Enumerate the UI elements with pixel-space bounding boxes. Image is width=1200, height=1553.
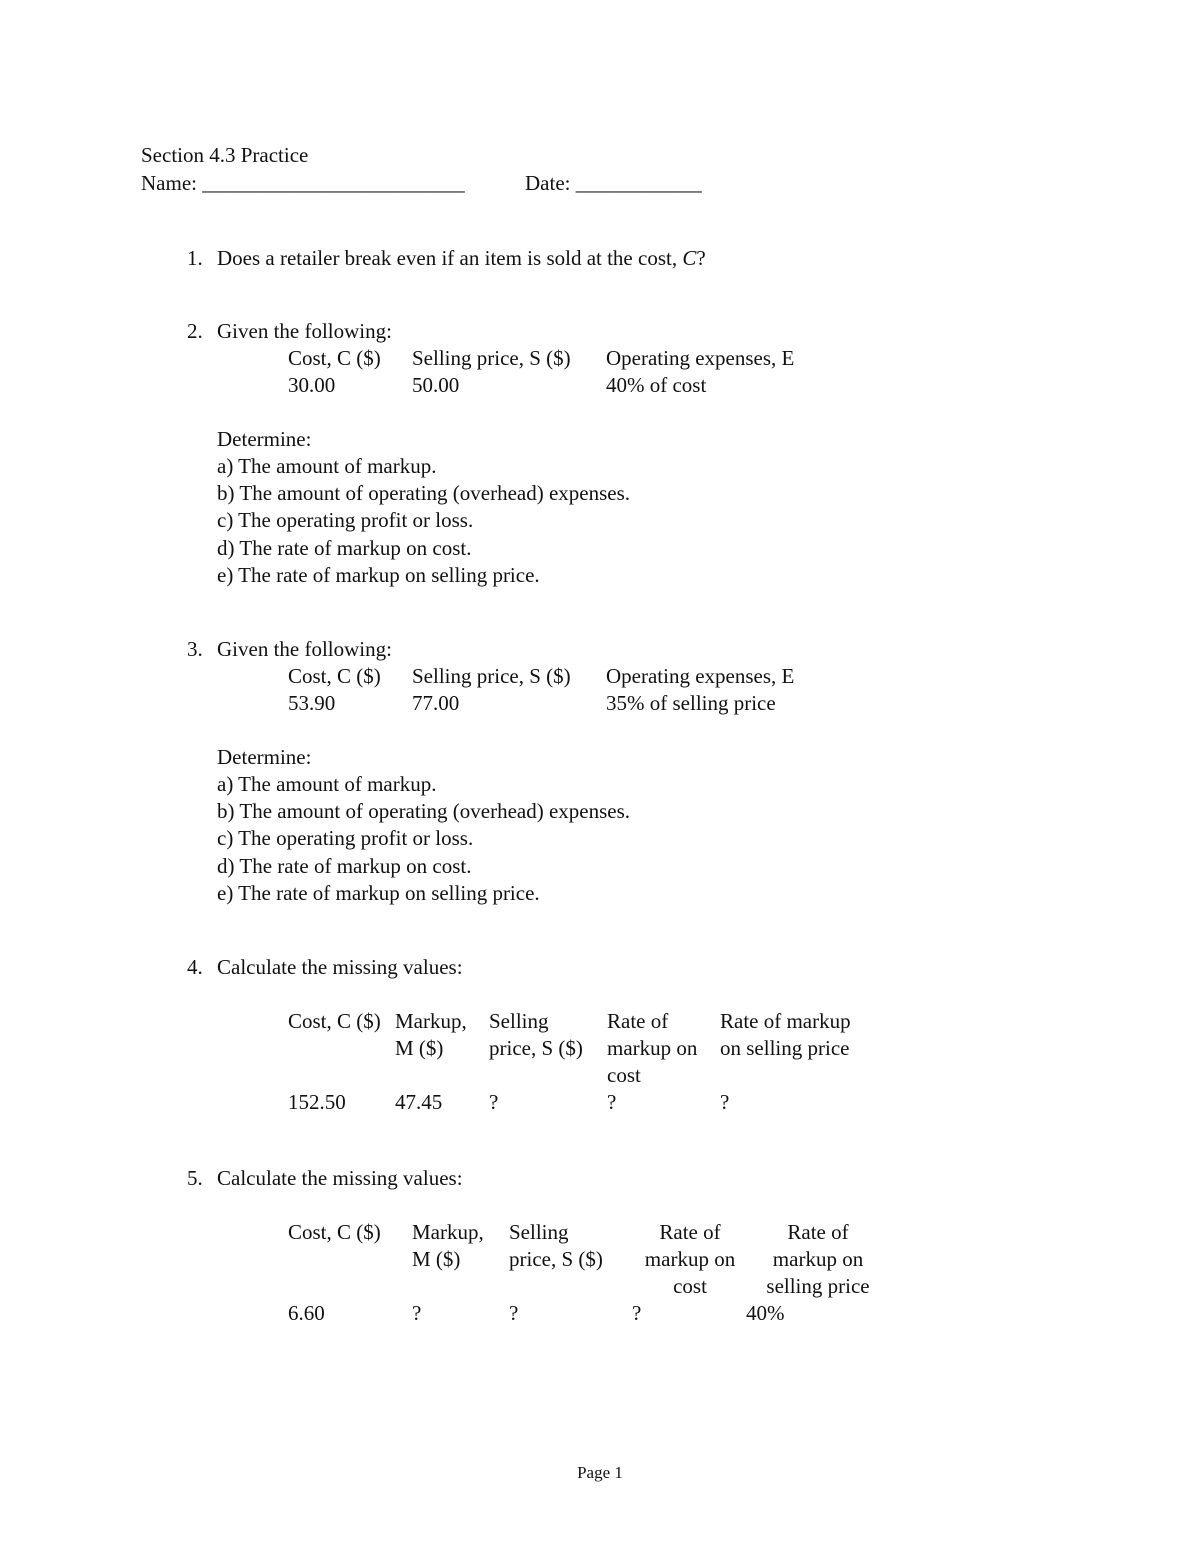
q5-header-rate-selling-line2: markup on [772, 1247, 864, 1271]
q3-value-selling-price: 77.00 [412, 691, 460, 715]
question-4-intro: Calculate the missing values: [217, 955, 463, 979]
q3-value-cost: 53.90 [288, 691, 336, 715]
q5-value-cost: 6.60 [288, 1301, 325, 1325]
q3-item-a: a) The amount of markup. [217, 772, 437, 796]
q4-header-cost: Cost, C ($) [288, 1009, 381, 1033]
question-4-number: 4. [187, 955, 203, 979]
question-5-number: 5. [187, 1166, 203, 1190]
q5-header-rate-cost-line1: Rate of [659, 1220, 721, 1244]
q2-item-c: c) The operating profit or loss. [217, 508, 474, 532]
name-field-line: Name: _________________________ [141, 171, 465, 195]
q3-value-operating-expenses: 35% of selling price [606, 691, 776, 715]
q4-value-rate-selling: ? [720, 1090, 730, 1114]
q5-value-markup: ? [412, 1301, 422, 1325]
q4-header-markup-line2: M ($) [395, 1036, 444, 1060]
q2-item-b: b) The amount of operating (overhead) expenses. [217, 481, 631, 505]
q5-header-rate-cost-line2: markup on [644, 1247, 736, 1271]
q4-header-markup-line1: Markup, [395, 1009, 467, 1033]
date-field-line: Date: ____________ [525, 171, 702, 195]
q4-header-rate-cost-line2: markup on [607, 1036, 698, 1060]
q5-value-rate-cost: ? [632, 1301, 642, 1325]
q4-value-rate-cost: ? [607, 1090, 617, 1114]
question-1-text [217, 245, 706, 271]
q3-determine-label: Determine: [217, 745, 312, 769]
q5-value-rate-selling: 40% [746, 1301, 785, 1325]
q4-header-rate-cost-line3: cost [607, 1063, 641, 1087]
q5-header-rate-selling-line3: selling price [766, 1274, 870, 1298]
section-title: Section 4.3 Practice [141, 143, 309, 167]
q3-header-cost: Cost, C ($) [288, 664, 381, 688]
q2-item-e: e) The rate of markup on selling price. [217, 563, 540, 587]
q2-value-operating-expenses: 40% of cost [606, 373, 707, 397]
question-1-end: ? [696, 246, 706, 270]
q3-item-b: b) The amount of operating (overhead) expenses. [217, 799, 631, 823]
q5-header-markup-line1: Markup, [412, 1220, 484, 1244]
q3-item-c: c) The operating profit or loss. [217, 826, 474, 850]
q5-header-cost: Cost, C ($) [288, 1220, 381, 1244]
page-number: Page 1 [577, 1463, 623, 1482]
q4-header-selling-line1: Selling [489, 1009, 549, 1033]
q3-header-selling-price: Selling price, S ($) [412, 664, 571, 688]
q3-item-e: e) The rate of markup on selling price. [217, 881, 540, 905]
question-2-number: 2. [187, 319, 203, 343]
q2-value-cost: 30.00 [288, 373, 336, 397]
q4-header-selling-line2: price, S ($) [489, 1036, 583, 1060]
q5-header-markup-line2: M ($) [412, 1247, 461, 1271]
q3-item-d: d) The rate of markup on cost. [217, 854, 472, 878]
q2-value-selling-price: 50.00 [412, 373, 460, 397]
question-1-main-text: Does a retailer break even if an item is sold at the cost, [217, 246, 683, 270]
q2-item-d: d) The rate of markup on cost. [217, 536, 472, 560]
q2-header-selling-price: Selling price, S ($) [412, 346, 571, 370]
q4-value-cost: 152.50 [288, 1090, 346, 1114]
q4-value-markup: 47.45 [395, 1090, 443, 1114]
q5-header-selling-line1: Selling [509, 1220, 569, 1244]
q5-header-rate-selling-line1: Rate of [787, 1220, 849, 1244]
question-1-variable: C [682, 246, 697, 270]
question-3-intro: Given the following: [217, 637, 392, 661]
question-3-number: 3. [187, 637, 203, 661]
q3-header-operating-expenses: Operating expenses, E [606, 664, 795, 688]
question-1-number: 1. [187, 246, 203, 270]
q5-header-selling-line2: price, S ($) [509, 1247, 603, 1271]
q4-header-rate-selling-line2: on selling price [720, 1036, 850, 1060]
q4-header-rate-cost-line1: Rate of [607, 1009, 669, 1033]
q5-header-rate-cost-line3: cost [673, 1274, 707, 1298]
q4-header-rate-selling-line1: Rate of markup [720, 1009, 851, 1033]
question-2-intro: Given the following: [217, 319, 392, 343]
q2-item-a: a) The amount of markup. [217, 454, 437, 478]
q4-value-selling-price: ? [489, 1090, 499, 1114]
q2-header-operating-expenses: Operating expenses, E [606, 346, 795, 370]
q2-determine-label: Determine: [217, 427, 312, 451]
question-5-intro: Calculate the missing values: [217, 1166, 463, 1190]
q2-header-cost: Cost, C ($) [288, 346, 381, 370]
q5-value-selling-price: ? [509, 1301, 519, 1325]
